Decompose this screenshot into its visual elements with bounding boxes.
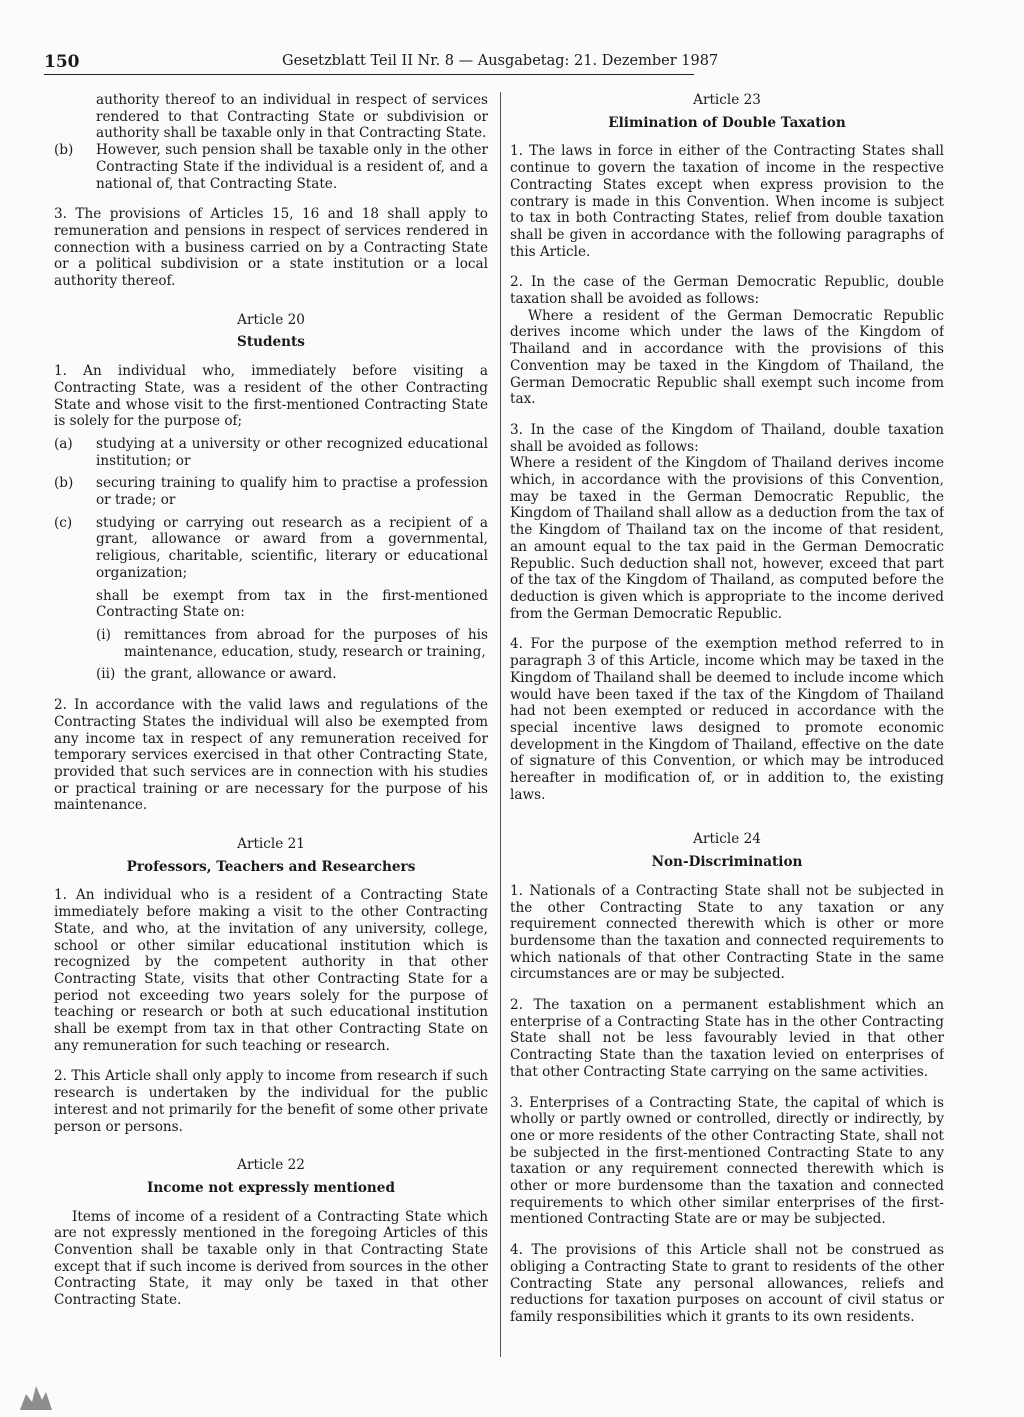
item-label: (b) <box>54 475 74 492</box>
page-header <box>44 50 719 75</box>
article-23-paragraph-1: 1. The laws in force in either of the Contracting States shall continue to govern the taxation of income in the respective Contracting States except when express provision to the contrary is made in this Convention. When income is subject to tax in both Contracting States, relief from double taxation shall be given in accordance with the following paragraphs of this Article. <box>510 143 944 260</box>
column-divider <box>500 92 501 1357</box>
item-text: the grant, allowance or award. <box>124 666 337 683</box>
article-20-heading: Article 20 <box>237 311 305 328</box>
article-20-title: Students <box>237 334 305 351</box>
list-item-a <box>54 436 488 469</box>
article-23-paragraph-2b: Where a resident of the German Democratic Republic derives income which under the laws of the Kingdom of Thailand and in accordance with the provisions of this Convention may be taxed in the Kingdom of Thailand, the German Democratic Republic shall exempt such income from tax. <box>510 307 944 408</box>
list-item-b <box>54 475 488 508</box>
article-24-paragraph-4: 4. The provisions of this Article shall not be construed as obliging a Contracting State to grant to residents of the other Contracting State any personal allowances, reliefs and reductions for taxation purposes on account of civil status or family responsibilities which it grants to its own residents. <box>510 1242 944 1325</box>
continued-paragraph: authority thereof to an individual in respect of services rendered to that Contracting State or subdivision or authority shall be taxable only in that Contracting State. <box>96 92 488 142</box>
list-item-c <box>54 515 488 582</box>
item-label: (b) <box>54 142 74 159</box>
list-item-ii <box>96 666 488 683</box>
item-text: securing training to qualify him to practise a profession or trade; or <box>96 475 488 509</box>
article-22-title: Income not expressly mentioned <box>147 1179 395 1196</box>
article-21-heading: Article 21 <box>237 836 305 853</box>
running-title: Gesetzblatt Teil II Nr. 8 — Ausgabetag: 21. Dezember 1987 <box>282 53 719 69</box>
list-item-i <box>96 627 488 660</box>
item-text: studying or carrying out research as a recipient of a grant, allowance or award from a governmental, religious, charitable, scientific, literary or educational organization; <box>96 514 488 581</box>
article-23-paragraph-4: 4. For the purpose of the exemption method referred to in paragraph 3 of this Article, income which may be taxed in the Kingdom of Thailand shall be deemed to include income which would have been taxed if the tax of the Kingdom of Thailand had not been exempted or reduced in accordance with the special incentive laws designed to promote economic development in the Kingdom of Thailand, effective on the date of signature of this Convention, or which may be introduced hereafter in modification of, or in addition to, the existing laws. <box>510 636 944 803</box>
article-23-paragraph-3: 3. In the case of the Kingdom of Thailand, double taxation shall be avoided as follows: <box>510 421 944 455</box>
page-number: 150 <box>44 52 80 72</box>
item-label: (a) <box>54 435 73 452</box>
article-20-paragraph-1: 1. An individual who, immediately before visiting a Contracting State, was a resident of the other Contracting State and whose visit to the first-mentioned Contracting State is solely for the purpose of; <box>54 363 488 430</box>
article-21-paragraph-2: 2. This Article shall only apply to income from research if such research is undertaken by the individual for the public interest and not primarily for the benefit of some other private person or persons. <box>54 1068 488 1135</box>
exemption-clause: shall be exempt from tax in the first-mentioned Contracting State on: <box>96 587 488 621</box>
article-22-paragraph-1: Items of income of a resident of a Contracting State which are not expressly mentioned in the foregoing Articles of this Convention shall be taxable only in that Contracting State except that if such income is derived from sources in the other Contracting State, it may only be taxed in that other Contracting State. <box>54 1208 488 1309</box>
article-24-heading: Article 24 <box>693 831 761 848</box>
article-23-paragraph-3b: Where a resident of the Kingdom of Thailand derives income which, in accordance with the provisions of this Convention, may be taxed in the German Democratic Republic, the Kingdom of Thailand shall allow as a deduction from the tax of the Kingdom of Thailand tax on the income of that resident, an amount equal to the tax paid in the German Democratic Republic. Such deduction shall not, however, exceed that part of the tax of the Kingdom of Thailand, as computed before the deduction is given which is appropriate to the income derived from the German Democratic Republic. <box>510 455 944 622</box>
item-label: (c) <box>54 514 73 531</box>
article-21-title: Professors, Teachers and Researchers <box>126 858 416 875</box>
article-21-paragraph-1: 1. An individual who is a resident of a Contracting State immediately before making a visit to the other Contracting State, and who, at the invitation of any university, college, school or other similar educational institution which is recognized by the competent authority in that other Contracting State, visits that other Contracting State for a period not exceeding two years solely for the purpose of teaching or research or both at such educational institution shall be exempt from tax in that other Contracting State on any remuneration for such teaching or research. <box>54 887 488 1054</box>
item-text: However, such pension shall be taxable only in the other Contracting State if the individual is a resident of, and a national of, that Contracting State. <box>96 142 488 192</box>
article-22-heading: Article 22 <box>237 1157 305 1174</box>
article-24-paragraph-2: 2. The taxation on a permanent establishment which an enterprise of a Contracting State has in the other Contracting State shall not be less favourably levied in that other Contracting State than the taxation levied on enterprises of that other Contracting State carrying on the same activities. <box>510 997 944 1080</box>
article-23-paragraph-2: 2. In the case of the German Democratic Republic, double taxation shall be avoided as follows: <box>510 274 944 308</box>
article-24-paragraph-3: 3. Enterprises of a Contracting State, the capital of which is wholly or partly owned or controlled, directly or indirectly, by one or more residents of the other Contracting State, shall not be subjected in the first-mentioned Contracting State to any taxation or any requirement connected therewith which is other or more burdensome than the taxation and connected requirements to which other similar enterprises of the first-mentioned Contracting State are or may be subjected. <box>510 1094 944 1228</box>
item-label: (i) <box>96 626 111 643</box>
left-column <box>54 92 488 1362</box>
paragraph-3: 3. The provisions of Articles 15, 16 and 18 shall apply to remuneration and pensions in respect of services rendered in connection with a business carried on by a Contracting State or a political subdivision or a state institution or a local authority thereof. <box>54 206 488 290</box>
article-24-title: Non-Discrimination <box>651 854 803 871</box>
item-text: studying at a university or other recognized educational institution; or <box>96 435 488 469</box>
article-23-heading: Article 23 <box>693 92 761 108</box>
article-24-paragraph-1: 1. Nationals of a Contracting State shall not be subjected in the other Contracting State to any taxation or any requirement connected therewith which is other or more burdensome than the taxation and connected requirements to which nationals of that other Contracting State in the same circumstances are or may be subjected. <box>510 882 944 983</box>
article-20-paragraph-2: 2. In accordance with the valid laws and regulations of the Contracting States the individual will also be exempted from any income tax in respect of any remuneration received for temporary services exercised in that other Contracting State, provided that such services are in connection with his studies or practical training or are necessary for the purpose of his maintenance. <box>54 697 488 814</box>
item-label: (ii) <box>96 666 116 683</box>
list-item-b <box>54 142 488 192</box>
right-column <box>510 92 944 1362</box>
ink-smudge-mark <box>16 1372 56 1412</box>
article-23-title: Elimination of Double Taxation <box>608 114 846 131</box>
item-text: remittances from abroad for the purposes of his maintenance, education, study, research or training, <box>124 626 488 660</box>
